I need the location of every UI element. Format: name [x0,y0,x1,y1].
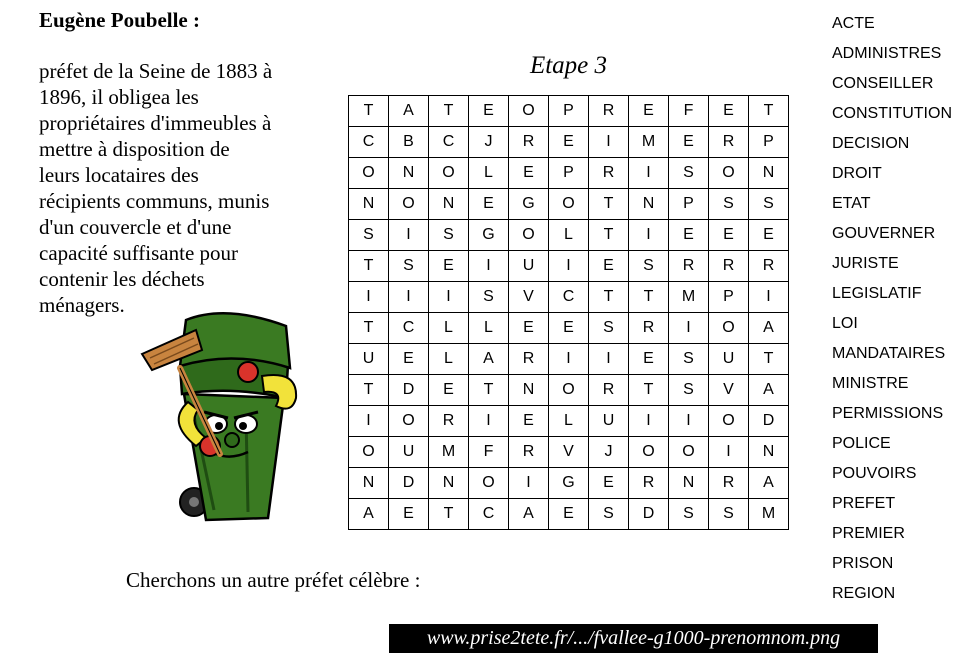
grid-cell[interactable]: E [389,499,429,530]
description-line: mettre à disposition de [39,137,230,161]
grid-cell[interactable]: E [589,468,629,499]
grid-cell[interactable]: E [709,96,749,127]
grid-cell[interactable]: O [709,158,749,189]
grid-cell[interactable]: T [629,282,669,313]
grid-cell[interactable]: S [389,251,429,282]
grid-cell[interactable]: P [549,158,589,189]
grid-cell[interactable]: S [589,313,629,344]
grid-cell[interactable]: I [669,313,709,344]
grid-cell[interactable]: O [469,468,509,499]
grid-cell[interactable]: R [709,127,749,158]
grid-cell[interactable]: N [429,468,469,499]
grid-cell[interactable]: A [349,499,389,530]
grid-cell[interactable]: U [349,344,389,375]
grid-cell[interactable]: T [349,375,389,406]
grid-cell[interactable]: D [389,375,429,406]
grid-cell[interactable]: S [669,158,709,189]
grid-cell[interactable]: R [709,251,749,282]
grid-cell[interactable]: A [749,468,789,499]
grid-cell[interactable]: T [749,344,789,375]
grid-cell[interactable]: E [629,96,669,127]
grid-cell[interactable]: D [389,468,429,499]
description [39,58,309,318]
grid-cell[interactable]: T [429,96,469,127]
grid-cell[interactable]: S [429,220,469,251]
grid-row [349,158,789,189]
grid-cell[interactable]: E [469,96,509,127]
word-list-item: DECISION [832,135,910,152]
grid-cell[interactable]: P [669,189,709,220]
grid-cell[interactable]: E [549,127,589,158]
grid-cell[interactable]: G [549,468,589,499]
trash-bin-character-icon [136,306,306,530]
description-line: 1896, il obligea les [39,85,199,109]
word-list-item: CONSTITUTION [832,105,952,122]
grid-cell[interactable]: P [709,282,749,313]
description-line: leurs locataires des [39,163,199,187]
grid-cell[interactable]: I [669,406,709,437]
grid-row [349,344,789,375]
description-line: contenir les déchets [39,267,205,291]
description-line: d'un couvercle et d'une [39,215,232,239]
grid-cell[interactable]: I [749,282,789,313]
grid-cell[interactable]: M [749,499,789,530]
grid-cell[interactable]: T [589,282,629,313]
grid-row [349,189,789,220]
grid-cell[interactable]: T [429,499,469,530]
word-search-grid [348,95,789,530]
grid-cell[interactable]: S [709,189,749,220]
word-list-item: GOUVERNER [832,225,936,242]
grid-cell[interactable]: T [349,96,389,127]
word-list-item: PREMIER [832,525,905,542]
grid-cell[interactable]: I [469,406,509,437]
word-list [832,12,952,612]
grid-cell[interactable]: O [669,437,709,468]
grid-cell[interactable]: L [429,344,469,375]
description-line: récipients communs, munis [39,189,270,213]
word-list-item: LEGISLATIF [832,285,922,302]
grid-cell[interactable]: R [749,251,789,282]
grid-cell[interactable]: I [509,468,549,499]
grid-cell[interactable]: I [389,282,429,313]
grid-row [349,282,789,313]
grid-cell[interactable]: N [509,375,549,406]
grid-cell[interactable]: S [629,251,669,282]
grid-cell[interactable]: L [549,220,589,251]
grid-cell[interactable]: E [709,220,749,251]
grid-cell[interactable]: S [749,189,789,220]
grid-cell[interactable]: C [429,127,469,158]
grid-cell[interactable]: V [509,282,549,313]
grid-cell[interactable]: L [469,313,509,344]
grid-cell[interactable]: N [429,189,469,220]
grid-cell[interactable]: S [349,220,389,251]
grid-cell[interactable]: J [589,437,629,468]
grid-cell[interactable]: E [509,158,549,189]
word-list-item: CONSEILLER [832,75,934,92]
grid-cell[interactable]: I [469,251,509,282]
grid-cell[interactable]: S [469,282,509,313]
word-list-item: POUVOIRS [832,465,917,482]
grid-cell[interactable]: B [389,127,429,158]
grid-cell[interactable]: E [669,127,709,158]
grid-row [349,468,789,499]
grid-cell[interactable]: T [589,220,629,251]
grid-cell[interactable]: P [749,127,789,158]
prompt-text: Cherchons un autre préfet célèbre : [126,568,421,592]
grid-cell[interactable]: E [509,313,549,344]
heading: Eugène Poubelle : [39,8,200,32]
grid-cell[interactable]: T [749,96,789,127]
grid-cell[interactable]: S [589,499,629,530]
grid-cell[interactable]: N [349,189,389,220]
grid-cell[interactable]: E [429,251,469,282]
grid-cell[interactable]: I [349,406,389,437]
description-line: propriétaires d'immeubles à [39,111,272,135]
grid-cell[interactable]: U [709,344,749,375]
grid-cell[interactable]: O [389,406,429,437]
grid-cell[interactable]: I [549,251,589,282]
description-line: ménagers. [39,293,125,317]
word-list-item: ADMINISTRES [832,45,942,62]
grid-cell[interactable]: L [549,406,589,437]
grid-cell[interactable]: T [629,375,669,406]
grid-cell[interactable]: C [469,499,509,530]
grid-cell[interactable]: D [749,406,789,437]
grid-cell[interactable]: A [469,344,509,375]
word-list-item: LOI [832,315,858,332]
stage-title: Etape 3 [529,52,608,79]
grid-cell[interactable]: I [429,282,469,313]
grid-cell[interactable]: I [709,437,749,468]
grid-cell[interactable]: G [469,220,509,251]
grid-cell[interactable]: N [669,468,709,499]
grid-row [349,437,789,468]
grid-cell[interactable]: C [349,127,389,158]
grid-cell[interactable]: N [389,158,429,189]
grid-row [349,406,789,437]
grid-cell[interactable]: O [709,406,749,437]
grid-cell[interactable]: F [469,437,509,468]
grid-cell[interactable]: R [589,96,629,127]
description-line: capacité suffisante pour [39,241,239,265]
grid-cell[interactable]: A [749,375,789,406]
grid-row [349,499,789,530]
word-list-item: PRISON [832,555,894,572]
grid-cell[interactable]: N [629,189,669,220]
word-list-item: MINISTRE [832,375,909,392]
grid-cell[interactable]: A [509,499,549,530]
grid-cell[interactable]: O [709,313,749,344]
word-list-item: JURISTE [832,255,899,272]
grid-cell[interactable]: V [709,375,749,406]
word-list-item: ACTE [832,15,875,32]
grid-cell[interactable]: O [549,189,589,220]
grid-cell[interactable]: E [589,251,629,282]
grid-cell[interactable]: R [629,313,669,344]
grid-cell[interactable]: R [709,468,749,499]
grid-cell[interactable]: R [589,375,629,406]
grid-cell[interactable]: S [669,499,709,530]
grid-cell[interactable]: M [429,437,469,468]
grid-cell[interactable]: M [629,127,669,158]
grid-cell[interactable]: R [669,251,709,282]
grid-cell[interactable]: T [349,313,389,344]
grid-cell[interactable]: R [429,406,469,437]
word-list-item: PERMISSIONS [832,405,944,422]
grid-cell[interactable]: I [589,344,629,375]
grid-cell[interactable]: I [629,158,669,189]
grid-cell[interactable]: G [509,189,549,220]
grid-cell[interactable]: O [349,437,389,468]
grid-cell[interactable]: N [749,437,789,468]
watermark: www.prise2tete.fr/.../fvallee-g1000-prenomnom.png [389,624,878,653]
word-list-item: REGION [832,585,896,602]
grid-cell[interactable]: I [629,220,669,251]
grid-cell[interactable]: E [389,344,429,375]
grid-cell[interactable]: I [589,127,629,158]
grid-cell[interactable]: I [389,220,429,251]
grid-cell[interactable]: R [589,158,629,189]
grid-cell[interactable]: E [549,313,589,344]
grid-cell[interactable]: E [629,344,669,375]
grid-row [349,313,789,344]
grid-cell[interactable]: N [349,468,389,499]
grid-cell[interactable]: E [549,499,589,530]
grid-cell[interactable]: O [349,158,389,189]
grid-cell[interactable]: T [589,189,629,220]
grid-cell[interactable]: U [589,406,629,437]
description-line: préfet de la Seine de 1883 à [39,59,273,83]
grid-cell[interactable]: N [749,158,789,189]
grid-row [349,251,789,282]
grid-cell[interactable]: E [429,375,469,406]
grid-cell[interactable]: A [749,313,789,344]
grid-cell[interactable]: C [389,313,429,344]
grid-cell[interactable]: V [549,437,589,468]
word-list-item: POLICE [832,435,891,452]
grid-cell[interactable]: E [509,406,549,437]
grid-cell[interactable]: C [549,282,589,313]
grid-cell[interactable]: S [669,344,709,375]
grid-cell[interactable]: O [549,375,589,406]
grid-cell[interactable]: U [389,437,429,468]
grid-cell[interactable]: L [469,158,509,189]
word-list-item: ETAT [832,195,871,212]
grid-cell[interactable]: O [509,96,549,127]
grid-cell[interactable]: I [349,282,389,313]
grid-cell[interactable]: E [749,220,789,251]
grid-cell[interactable]: S [669,375,709,406]
word-list-item: PREFET [832,495,896,512]
grid-cell[interactable]: S [709,499,749,530]
grid-cell[interactable]: O [509,220,549,251]
grid-cell[interactable]: R [509,344,549,375]
word-list-item: DROIT [832,165,882,182]
grid-cell[interactable]: I [629,406,669,437]
grid-cell[interactable]: T [349,251,389,282]
word-list-item: MANDATAIRES [832,345,946,362]
grid-cell[interactable]: R [509,127,549,158]
grid-cell[interactable]: T [469,375,509,406]
grid-cell[interactable]: F [669,96,709,127]
grid-cell[interactable]: O [629,437,669,468]
grid-cell[interactable]: L [429,313,469,344]
grid-cell[interactable]: R [629,468,669,499]
grid-cell[interactable]: E [469,189,509,220]
grid-cell[interactable]: O [429,158,469,189]
grid-cell[interactable]: U [509,251,549,282]
grid-cell[interactable]: E [669,220,709,251]
grid-row [349,220,789,251]
grid-cell[interactable]: A [389,96,429,127]
grid-cell[interactable]: D [629,499,669,530]
grid-row [349,375,789,406]
grid-cell[interactable]: J [469,127,509,158]
grid-row [349,127,789,158]
grid-cell[interactable]: P [549,96,589,127]
grid-cell[interactable]: R [509,437,549,468]
grid-cell[interactable]: O [389,189,429,220]
grid-cell[interactable]: M [669,282,709,313]
grid-cell[interactable]: I [549,344,589,375]
grid-row [349,96,789,127]
